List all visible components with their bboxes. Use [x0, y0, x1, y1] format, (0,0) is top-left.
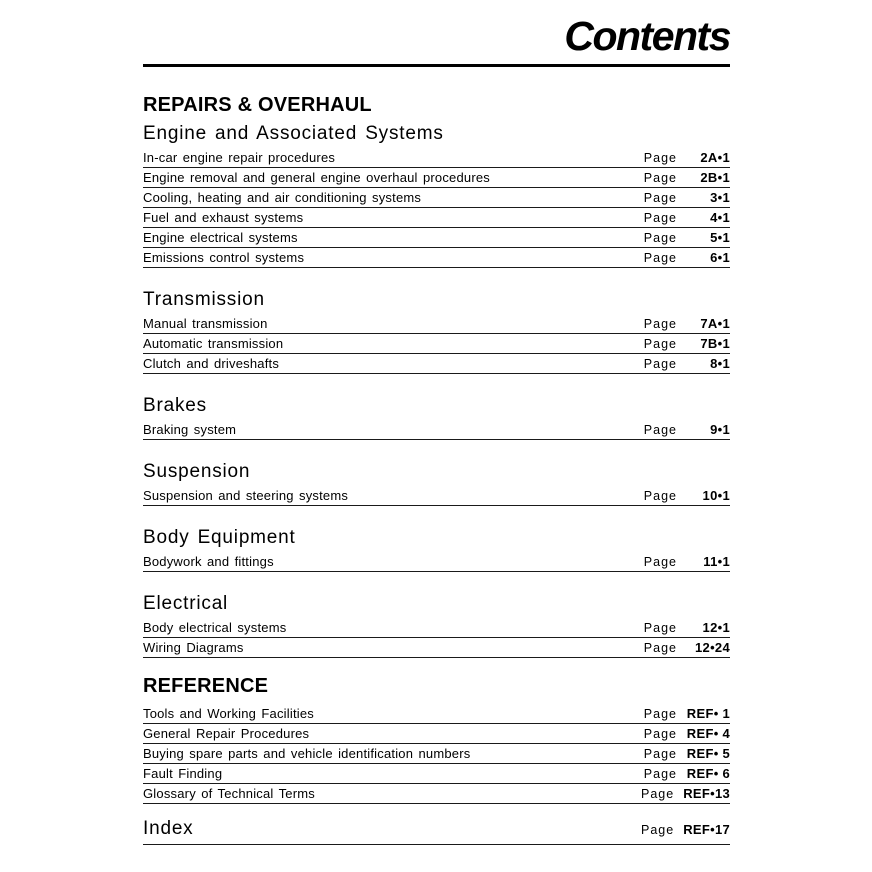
- page-number: REF• 4: [686, 726, 730, 741]
- page-number: 5•1: [710, 230, 730, 245]
- toc-entry-label: Bodywork and fittings: [143, 554, 274, 569]
- toc-entry-label: Fault Finding: [143, 766, 223, 781]
- page-cell: [644, 747, 730, 761]
- page-word: Page: [643, 707, 677, 721]
- page-title: Contents: [564, 13, 730, 59]
- toc-row: [143, 148, 730, 168]
- page-word: Page: [643, 251, 677, 265]
- page-cell: [644, 641, 730, 655]
- part-heading: REPAIRS & OVERHAUL: [143, 94, 372, 116]
- toc-row: [143, 354, 730, 374]
- page-cell: [644, 317, 730, 331]
- page-cell: [644, 727, 730, 741]
- toc-row: [143, 168, 730, 188]
- toc-row: [143, 420, 730, 440]
- toc-entry-label: Suspension and steering systems: [143, 488, 349, 503]
- toc-body: [143, 93, 730, 804]
- toc-entry-label: In-car engine repair procedures: [143, 150, 336, 165]
- toc-entry-label: Engine electrical systems: [143, 230, 298, 245]
- page-number: REF•13: [683, 786, 730, 801]
- section-heading: Suspension: [143, 461, 251, 482]
- toc-row: [143, 314, 730, 334]
- page-cell: [644, 251, 730, 265]
- section-heading: Engine and Associated Systems: [143, 123, 444, 144]
- page-word: Page: [643, 171, 677, 185]
- page-number: 10•1: [702, 488, 730, 503]
- page-cell: [644, 767, 730, 781]
- toc-entry-label: Clutch and driveshafts: [143, 356, 280, 371]
- page-number: 11•1: [703, 554, 730, 569]
- toc-row: [143, 228, 730, 248]
- page-word: Page: [643, 231, 677, 245]
- toc-entry-label: Body electrical systems: [143, 620, 287, 635]
- page-cell: [644, 555, 730, 569]
- page-number: 4•1: [710, 210, 730, 225]
- page-word: Page: [643, 317, 677, 331]
- toc-entry-label: Glossary of Technical Terms: [143, 786, 315, 801]
- page-cell: [644, 211, 730, 225]
- toc-entry-label: Cooling, heating and air conditioning systems: [143, 190, 422, 205]
- page-number: 6•1: [710, 250, 730, 265]
- toc-row: [143, 764, 730, 784]
- toc-row: [143, 618, 730, 638]
- page-word: Page: [643, 423, 677, 437]
- page-word: Page: [643, 641, 677, 655]
- page-cell: [644, 171, 730, 185]
- toc-entry-label: Tools and Working Facilities: [143, 706, 314, 721]
- toc-row: [143, 552, 730, 572]
- page-number: 3•1: [710, 190, 730, 205]
- page-number: REF•17: [683, 822, 730, 837]
- page-number: 2A•1: [700, 150, 730, 165]
- toc-row: [143, 724, 730, 744]
- page-number: 7B•1: [700, 336, 730, 351]
- part-heading: REFERENCE: [143, 675, 269, 697]
- page-word: Page: [643, 727, 677, 741]
- section-heading: Electrical: [143, 593, 229, 614]
- page-word: Page: [643, 151, 677, 165]
- toc-row: [143, 784, 730, 804]
- toc-row: [143, 704, 730, 724]
- toc-entry-label: Engine removal and general engine overhaul procedures: [143, 170, 490, 185]
- page-word: Page: [643, 767, 677, 781]
- page-word: Page: [643, 337, 677, 351]
- page-cell: [644, 489, 730, 503]
- page-word: Page: [643, 211, 677, 225]
- page-word: Page: [643, 191, 677, 205]
- toc-entry-label: Manual transmission: [143, 316, 268, 331]
- toc-entry-label: Fuel and exhaust systems: [143, 210, 304, 225]
- page-cell: [644, 231, 730, 245]
- page-cell: [644, 151, 730, 165]
- index-page-cell: [641, 822, 730, 837]
- index-label: Index: [143, 818, 194, 839]
- page-word: Page: [643, 357, 677, 371]
- page-number: 8•1: [710, 356, 730, 371]
- toc-entry-label: Buying spare parts and vehicle identification numbers: [143, 746, 471, 761]
- toc-entry-label: General Repair Procedures: [143, 726, 310, 741]
- toc-entry-label: Automatic transmission: [143, 336, 284, 351]
- page-number: REF• 6: [686, 766, 730, 781]
- title-rule: [143, 64, 730, 67]
- page-cell: [644, 337, 730, 351]
- page-cell: [641, 787, 730, 801]
- page-word: Page: [640, 823, 675, 837]
- page-word: Page: [643, 555, 677, 569]
- toc-row: [143, 208, 730, 228]
- page-number: 12•24: [695, 640, 730, 655]
- page-word: Page: [643, 489, 677, 503]
- toc-row: [143, 486, 730, 506]
- section-heading: Body Equipment: [143, 527, 296, 548]
- page-cell: [644, 357, 730, 371]
- page-number: 7A•1: [700, 316, 730, 331]
- toc-row: [143, 638, 730, 658]
- toc-entry-label: Wiring Diagrams: [143, 640, 244, 655]
- page-number: REF• 1: [686, 706, 730, 721]
- page-number: 2B•1: [700, 170, 730, 185]
- toc-row: [143, 188, 730, 208]
- page-word: Page: [643, 747, 677, 761]
- page-number: 12•1: [702, 620, 730, 635]
- toc-row: [143, 744, 730, 764]
- toc-row: [143, 334, 730, 354]
- page-cell: [644, 191, 730, 205]
- page-number: 9•1: [710, 422, 730, 437]
- toc-row: [143, 248, 730, 268]
- contents-page: [143, 0, 730, 845]
- index-row: [143, 818, 730, 845]
- page-word: Page: [643, 621, 677, 635]
- page-cell: [644, 423, 730, 437]
- section-heading: Transmission: [143, 289, 265, 310]
- page-cell: [644, 621, 730, 635]
- toc-entry-label: Braking system: [143, 422, 237, 437]
- page-cell: [644, 707, 730, 721]
- page-number: REF• 5: [686, 746, 730, 761]
- section-heading: Brakes: [143, 395, 207, 416]
- page-word: Page: [640, 787, 675, 801]
- toc-entry-label: Emissions control systems: [143, 250, 305, 265]
